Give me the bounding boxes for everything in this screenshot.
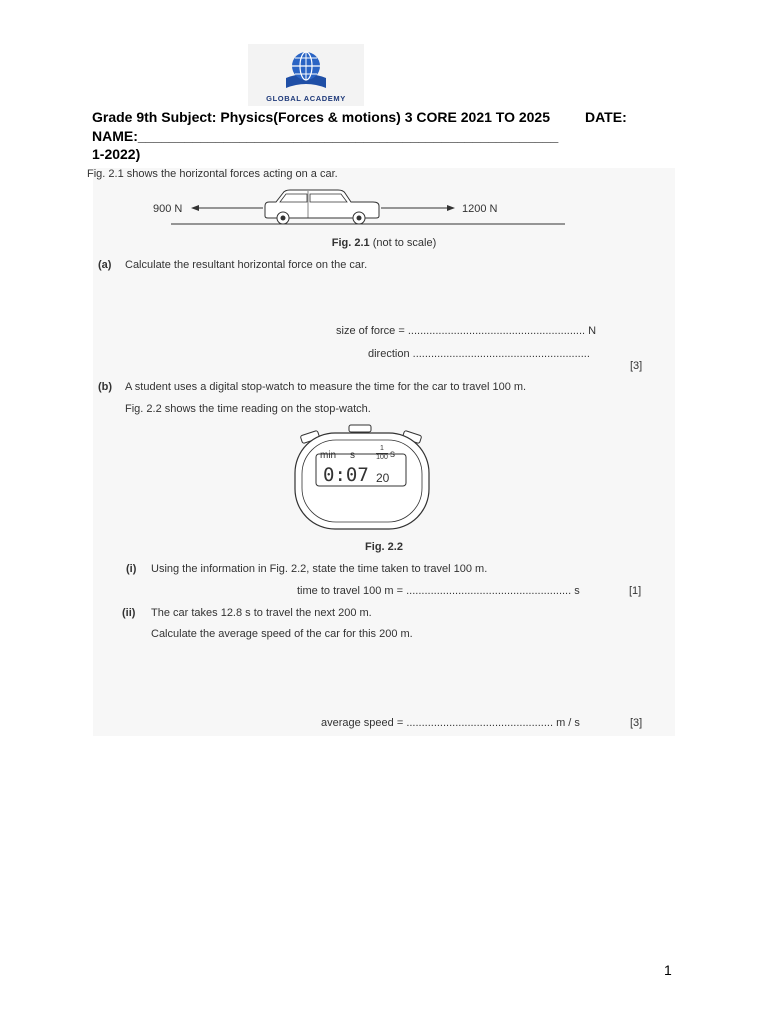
unit-min: min (320, 450, 337, 461)
name-line: NAME:______________________________________________________ (92, 127, 559, 144)
question-intro: Fig. 2.1 shows the horizontal forces acting on a car. (87, 168, 338, 180)
part-a-text: Calculate the resultant horizontal force on the car. (125, 259, 368, 271)
logo-text: GLOBAL ACADEMY (266, 94, 346, 103)
fig2-intro: Fig. 2.2 shows the time reading on the stop-watch. (125, 403, 371, 415)
unit-fraction: 1 100 (376, 445, 388, 461)
force-answer-line: size of force = .......................................................... N (336, 325, 597, 337)
part-bii-text1: The car takes 12.8 s to travel the next 200 m. (151, 607, 372, 619)
arrowhead-left (191, 205, 199, 211)
date-label: DATE: (585, 109, 627, 125)
part-bii-marks: [3] (630, 717, 643, 729)
time-answer-line: time to travel 100 m = ...................................................... s (297, 585, 580, 597)
globe-book-icon (282, 48, 330, 92)
question-scan (87, 168, 675, 736)
part-b-label: (b) (98, 381, 113, 393)
part-bii-label: (ii) (122, 607, 136, 619)
page-number: 1 (664, 962, 672, 978)
direction-answer-line: direction .......................................................... (368, 348, 590, 360)
part-bi-marks: [1] (629, 585, 642, 597)
part-bii-text2: Calculate the average speed of the car for this 200 m. (151, 628, 413, 640)
force-left-label: 900 N (153, 203, 183, 215)
part-a-marks: [3] (630, 360, 643, 372)
arrowhead-right (447, 205, 455, 211)
speed-answer-line: average speed = ................................................ m / s (321, 717, 580, 729)
header-continuation: 1-2022) (92, 146, 141, 162)
car-icon (265, 190, 379, 224)
header-title: Grade 9th Subject: Physics(Forces & motions) 3 CORE 2021 TO 2025 (92, 109, 551, 125)
worksheet-header (92, 108, 652, 164)
stopwatch-reading-main: 0:07 (323, 464, 369, 486)
part-b-text: A student uses a digital stop-watch to measure the time for the car to travel 100 m. (125, 381, 527, 393)
part-bi-label: (i) (126, 563, 137, 575)
school-logo (248, 44, 364, 106)
fig1-caption: Fig. 2.1 (not to scale) (331, 237, 437, 249)
force-right-label: 1200 N (462, 203, 498, 215)
stopwatch-reading-hundredths: 20 (376, 471, 390, 485)
unit-s: s (350, 450, 355, 461)
part-bi-text: Using the information in Fig. 2.2, state the time taken to travel 100 m. (151, 563, 488, 575)
part-a-label: (a) (98, 259, 112, 271)
unit-fraction-s: s (390, 449, 395, 460)
fig2-caption: Fig. 2.2 (365, 541, 403, 553)
